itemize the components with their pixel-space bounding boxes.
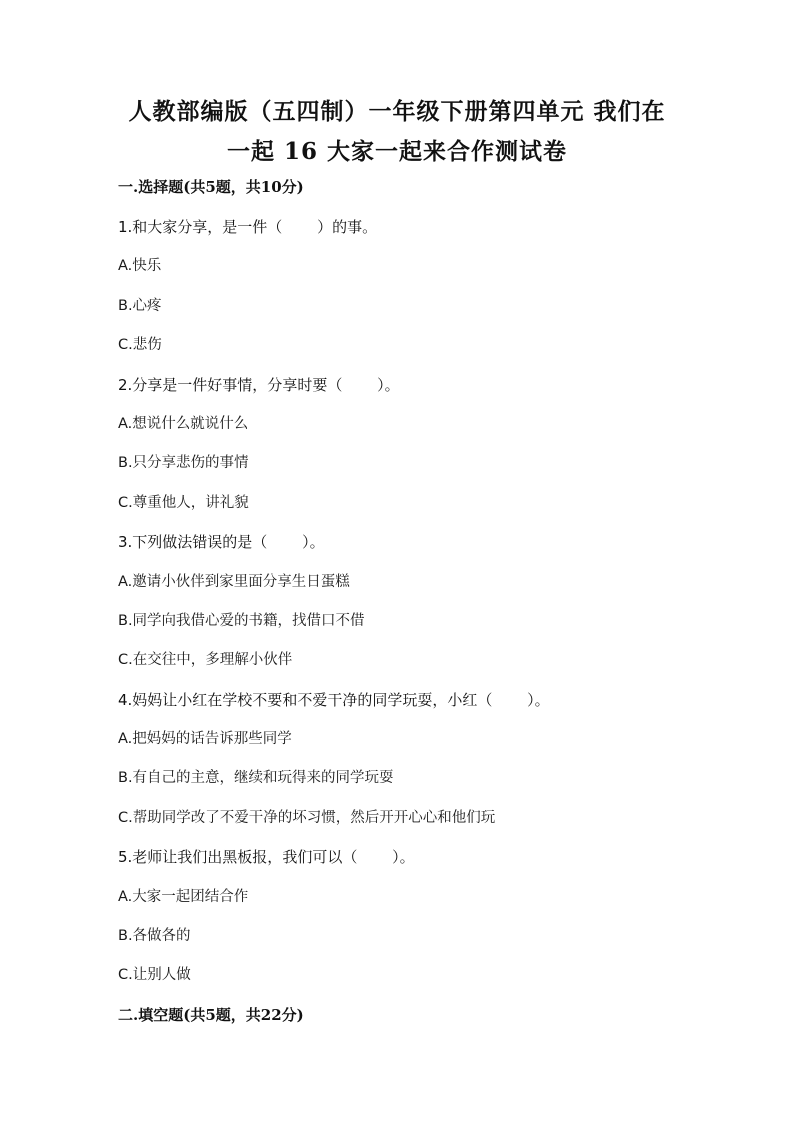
question-3-option-b: B.同学向我借心爱的书籍，找借口不借 xyxy=(118,612,365,629)
question-1-option-a: A.快乐 xyxy=(118,258,162,275)
question-5-option-b: B.各做各的 xyxy=(118,928,191,945)
question-2-option-a: A.想说什么就说什么 xyxy=(118,415,249,432)
question-stem-5: 5.老师让我们出黑板报，我们可以（ ）。 xyxy=(118,848,415,867)
question-stem-3: 3.下列做法错误的是（ ）。 xyxy=(118,533,325,552)
question-3-option-c: C.在交往中，多理解小伙伴 xyxy=(118,652,293,669)
question-5-option-c: C.让别人做 xyxy=(118,967,191,984)
question-4-option-c: C.帮助同学改了不爱干净的坏习惯，然后开开心心和他们玩 xyxy=(118,809,496,826)
question-4-option-a: A.把妈妈的话告诉那些同学 xyxy=(118,731,292,748)
question-1-option-c: C.悲伤 xyxy=(118,337,162,354)
question-2-option-b: B.只分享悲伤的事情 xyxy=(118,455,249,472)
question-4-option-b: B.有自己的主意，继续和玩得来的同学玩耍 xyxy=(118,770,394,787)
question-1-option-b: B.心疼 xyxy=(118,297,162,314)
section-heading-fill-in: 二.填空题(共5题，共22分) xyxy=(118,1006,304,1024)
question-5-option-a: A.大家一起团结合作 xyxy=(118,888,249,905)
title-line-1: 人教部编版（五四制）一年级下册第四单元 我们在 xyxy=(128,98,666,125)
title-line-2: 一起 16 大家一起来合作测试卷 xyxy=(226,138,568,165)
exam-title xyxy=(100,92,694,172)
question-2-option-c: C.尊重他人，讲礼貌 xyxy=(118,494,249,511)
question-stem-1: 1.和大家分享，是一件（ ）的事。 xyxy=(118,218,378,236)
question-list xyxy=(118,217,718,1005)
question-stem-4: 4.妈妈让小红在学校不要和不爱干净的同学玩耍，小红（ ）。 xyxy=(118,690,550,709)
question-stem-2: 2.分享是一件好事情，分享时要（ ）。 xyxy=(118,375,400,394)
section-heading-choice: 一.选择题(共5题，共10分) xyxy=(118,178,304,196)
question-3-option-a: A.邀请小伙伴到家里面分享生日蛋糕 xyxy=(118,573,350,590)
